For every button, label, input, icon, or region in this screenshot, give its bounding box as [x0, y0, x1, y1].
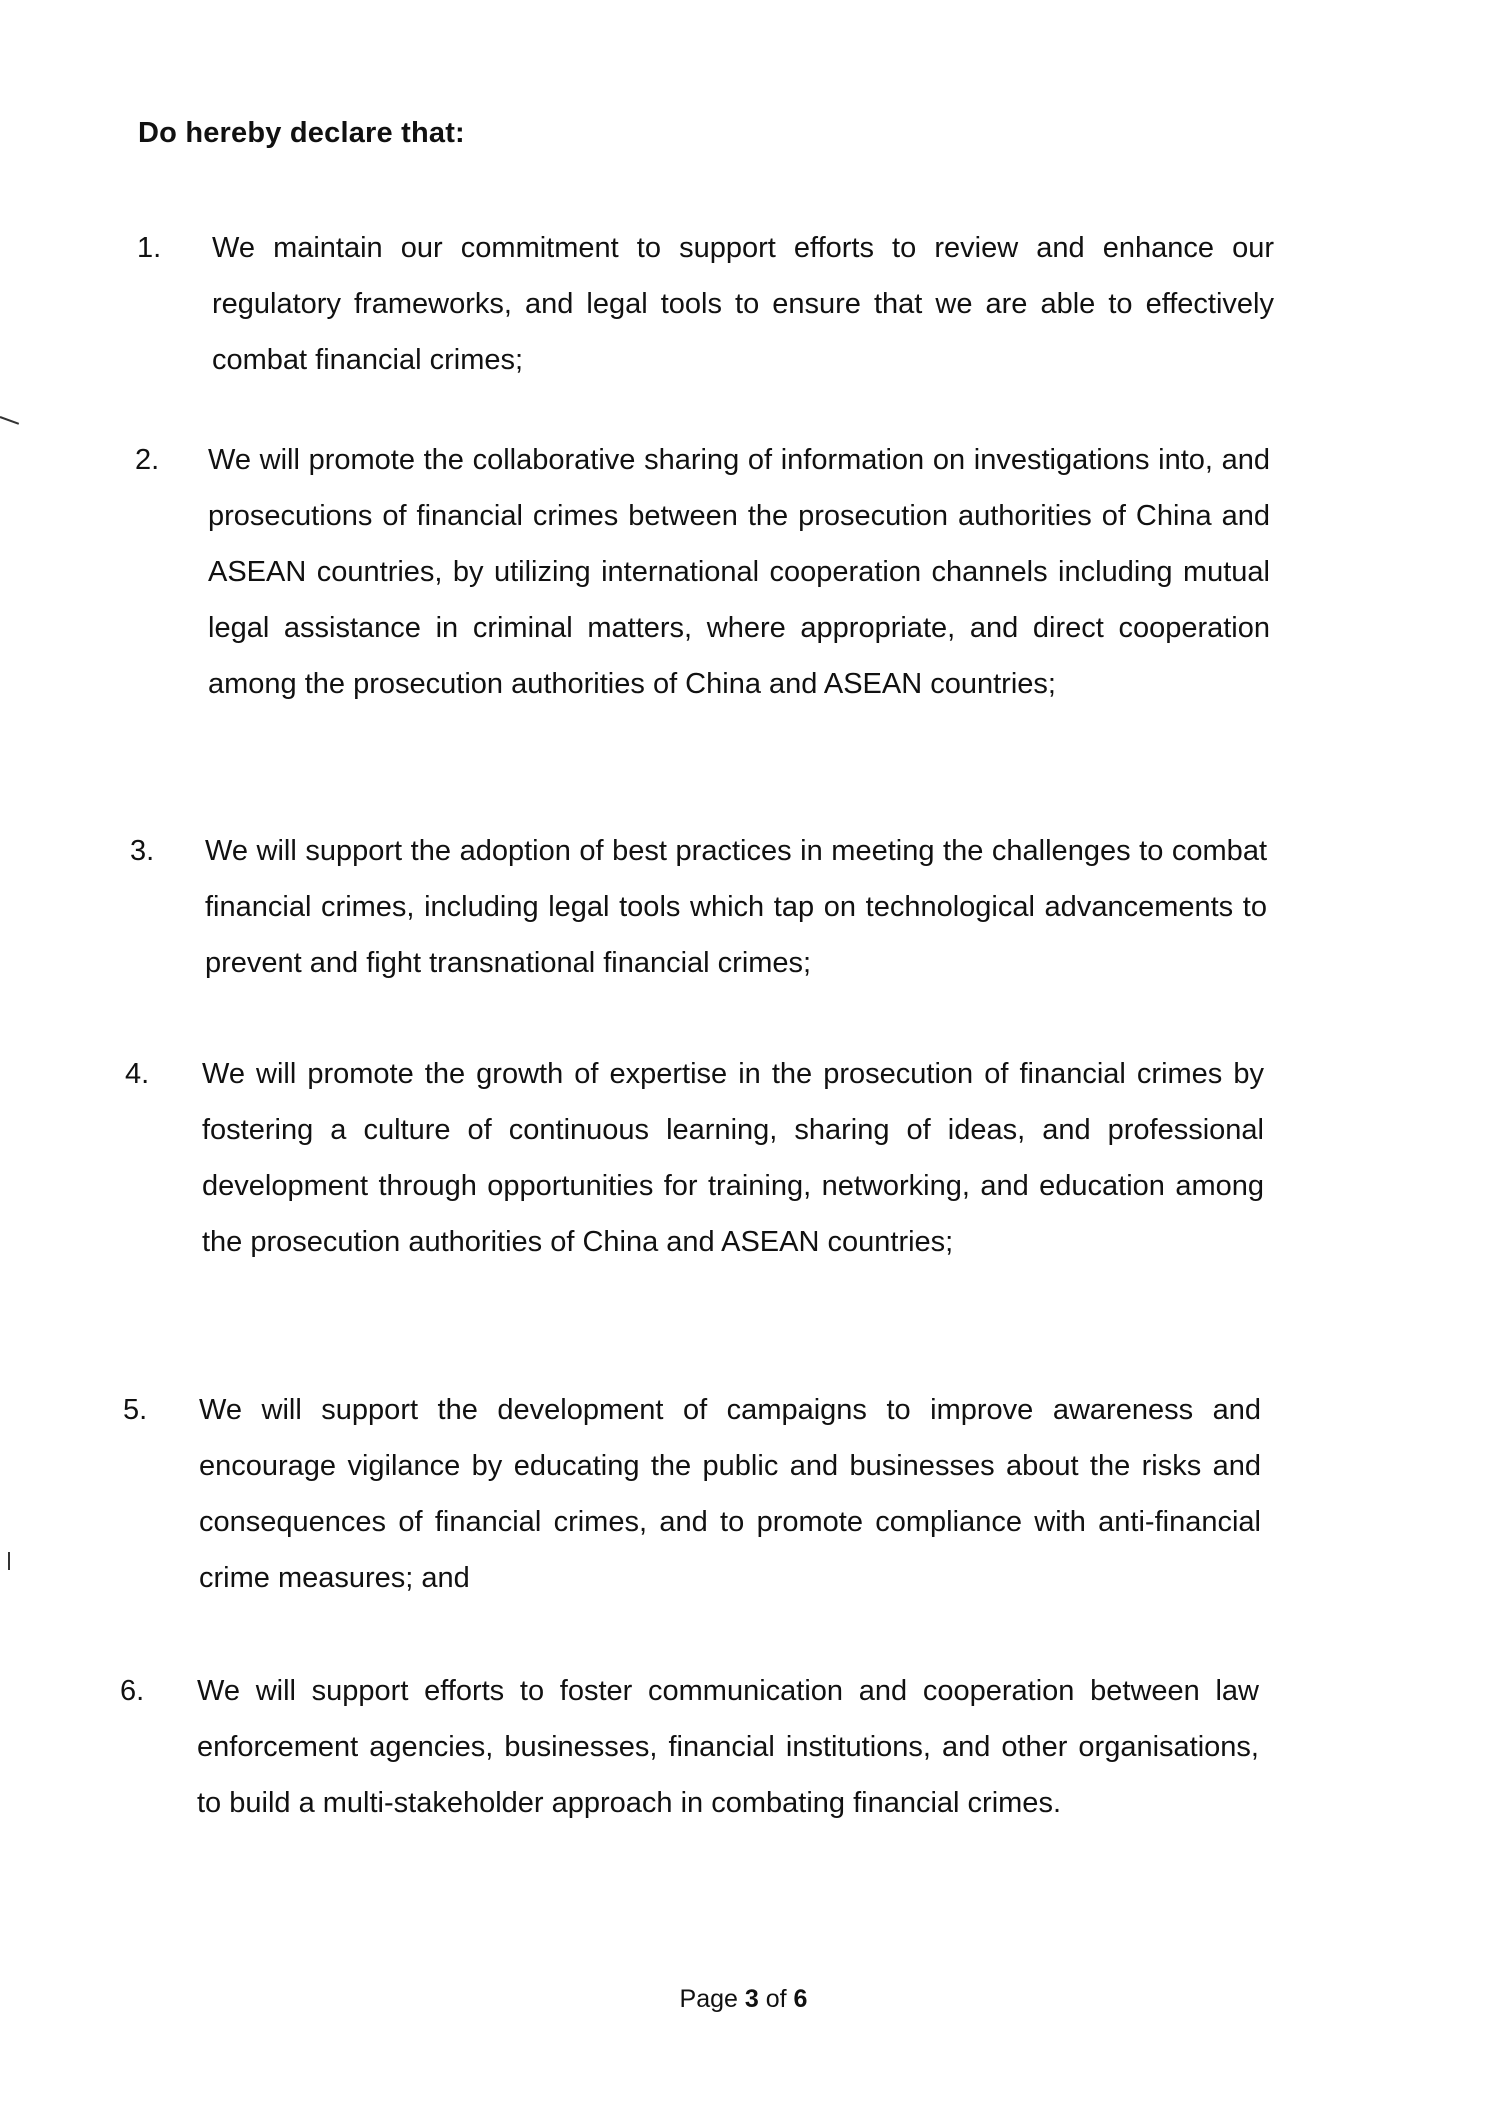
list-item-number: 1. — [137, 232, 162, 264]
list-item-text: We will promote the collaborative sharing of information on investigations into, and prosecutions of financial crimes between the prosecution authorities of China and ASEAN countries, by utilizing international cooperation channels including mutual legal assistance in criminal matters, where appropriate, and direct cooperation among the prosecution authorities of China and ASEAN countries; — [208, 444, 1270, 700]
page-label: Page — [679, 1985, 745, 2013]
list-item-text: We will promote the growth of expertise in the prosecution of financial crimes by fostering a culture of continuous learning, sharing of ideas, and professional development through opportunities for training, networking, and education among the prosecution authorities of China and ASEAN countries; — [202, 1058, 1264, 1258]
list-item-text: We will support efforts to foster communication and cooperation between law enforcement agencies, businesses, financial institutions, and other organisations, to build a multi-stakeholder approach in combating financial crimes. — [197, 1675, 1259, 1819]
page-footer — [0, 1985, 1487, 2014]
list-item-number: 3. — [130, 835, 155, 867]
list-item-text: We will support the development of campaigns to improve awareness and encourage vigilance by educating the public and businesses about the risks and consequences of financial crimes, and to promote compliance with anti-financial crime measures; and — [199, 1394, 1261, 1594]
list-item-number: 5. — [123, 1394, 148, 1426]
scan-artifact-curve — [0, 416, 19, 425]
list-item-number: 6. — [120, 1675, 145, 1707]
list-item-number: 4. — [125, 1058, 150, 1090]
scan-artifact-line — [8, 1552, 10, 1570]
declaration-heading: Do hereby declare that: — [138, 117, 465, 149]
page-of-label: of — [758, 1985, 794, 2013]
current-page-number: 3 — [744, 1985, 759, 2013]
list-item-text: We maintain our commitment to support efforts to review and enhance our regulatory frameworks, and legal tools to ensure that we are able to effectively combat financial crimes; — [212, 232, 1274, 376]
list-item-text: We will support the adoption of best practices in meeting the challenges to combat financial crimes, including legal tools which tap on technological advancements to prevent and fight transnational financial crimes; — [205, 835, 1267, 979]
list-item-number: 2. — [135, 444, 160, 476]
total-page-number: 6 — [793, 1985, 808, 2013]
